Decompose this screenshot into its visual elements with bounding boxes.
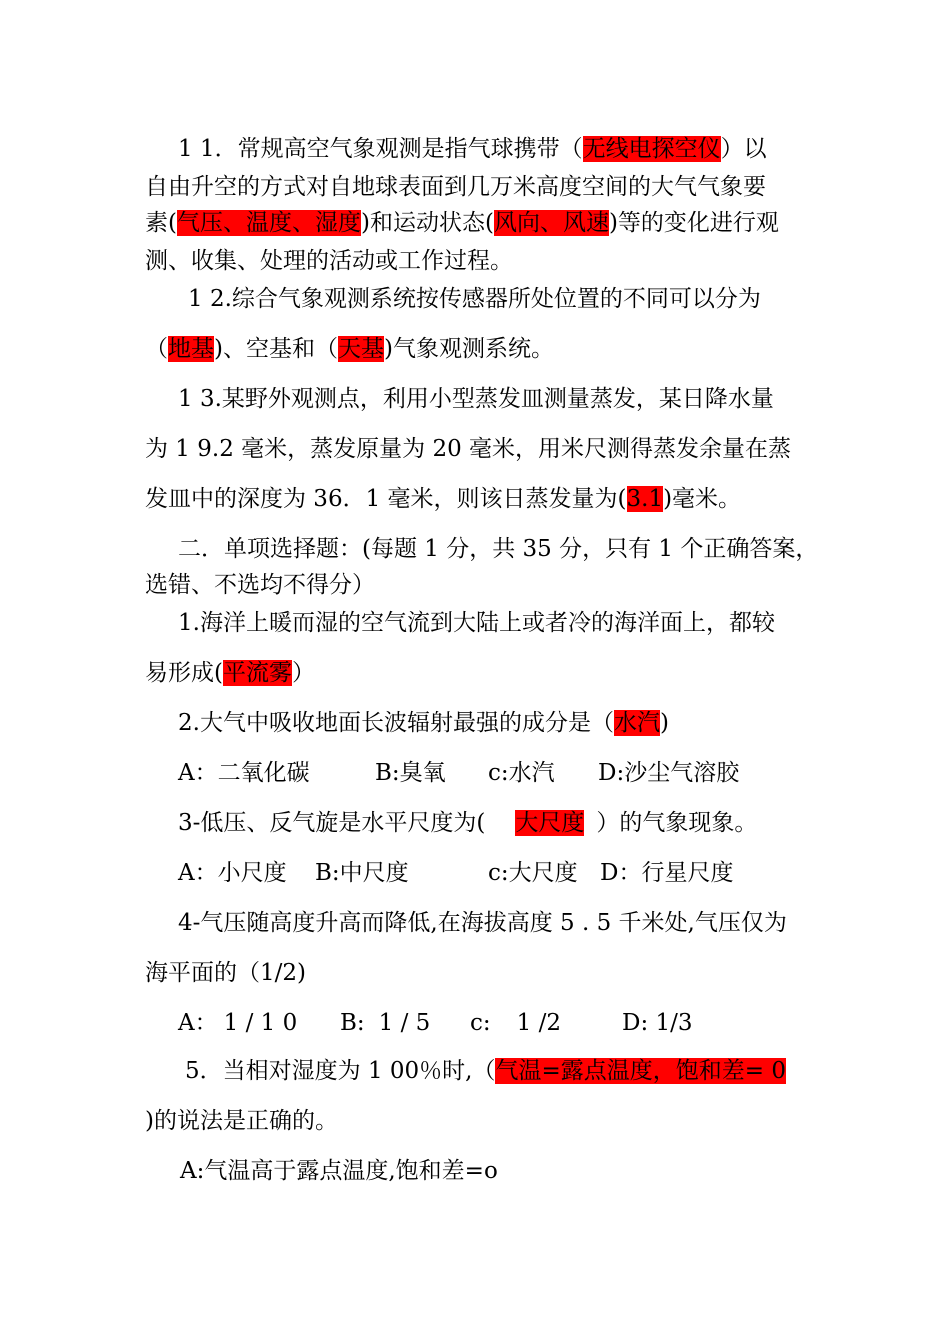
q11-line-1: 1 1．常规高空气象观测是指气球携带（无线电探空仪）以 xyxy=(178,136,767,162)
q4-option-d: D: 1/3 xyxy=(622,1010,693,1036)
section-2-heading: 二．单项选择题：(每题 1 分，共 35 分，只有 1 个正确答案， xyxy=(178,536,819,562)
q2-option-a: A：二氧化碳 xyxy=(178,760,310,786)
q3-option-c: c:大尺度 xyxy=(488,860,578,886)
q4-line-1: 4-气压随高度升高而降低,在海拔高度 5 . 5 千米处,气压仅为 xyxy=(178,910,787,936)
q5-option-a: A:气温高于露点温度,饱和差=o xyxy=(180,1158,498,1184)
q12-answer-2: 天基 xyxy=(337,336,384,362)
q1-line-1: 1.海洋上暖而湿的空气流到大陆上或者冷的海洋面上，都较 xyxy=(178,610,775,636)
q2-option-b: B:臭氧 xyxy=(375,760,446,786)
q11-answer-2: 气压、温度、湿度 xyxy=(176,210,361,236)
q4-line-2: 海平面的（1/2) xyxy=(145,960,306,986)
q11-line-2: 自由升空的方式对自地球表面到几万米高度空间的大气气象要 xyxy=(145,174,766,200)
q3-option-a: A：小尺度 xyxy=(178,860,287,886)
section-2-note: 选错、不选均不得分） xyxy=(145,572,375,598)
q12-line-2: （地基)、空基和（天基)气象观测系统。 xyxy=(145,336,554,362)
q13-line-2: 为 1 9.2 毫米，蒸发原量为 20 毫米，用米尺测得蒸发余量在蒸 xyxy=(145,436,792,462)
q1-line-2: 易形成(平流雾） xyxy=(145,660,315,686)
q5-line-2: )的说法是正确的。 xyxy=(145,1108,338,1134)
q3-option-b: B:中尺度 xyxy=(315,860,409,886)
q13-line-3: 发皿中的深度为 36．1 毫米，则该日蒸发量为(3.1)毫米。 xyxy=(145,486,742,512)
q11-answer-1: 无线电探空仪 xyxy=(582,136,721,162)
q2-answer: 水汽 xyxy=(613,710,660,736)
q11-line-4: 测、收集、处理的活动或工作过程。 xyxy=(145,248,513,274)
q2-option-c: c:水汽 xyxy=(488,760,555,786)
q12-answer-1: 地基 xyxy=(168,336,214,362)
q11-answer-3: 风向、风速 xyxy=(493,210,609,236)
q4-option-a: A： 1 / 1 0 xyxy=(178,1010,298,1036)
q11-line-3: 素(气压、温度、湿度)和运动状态(风向、风速)等的变化进行观 xyxy=(145,210,779,236)
q5-answer: 气温=露点温度，饱和差= 0 xyxy=(495,1058,786,1084)
q3-line-1: 3-低压、反气旋是水平尺度为( 大尺度 ）的气象现象。 xyxy=(178,810,758,836)
q1-answer: 平流雾 xyxy=(222,660,292,686)
q13-answer: 3.1 xyxy=(626,486,664,512)
q13-line-1: 1 3.某野外观测点，利用小型蒸发皿测量蒸发，某日降水量 xyxy=(178,386,774,412)
q5-line-1: 5．当相对湿度为 1 00％时,（气温=露点温度，饱和差= 0 xyxy=(185,1058,786,1084)
q3-option-d: D：行星尺度 xyxy=(600,860,734,886)
q4-option-b: B: 1 / 5 xyxy=(340,1010,431,1036)
q4-option-c: c: 1 /2 xyxy=(470,1010,561,1036)
q12-line-1: 1 2.综合气象观测系统按传感器所处位置的不同可以分为 xyxy=(188,286,761,312)
q2-line-1: 2.大气中吸收地面长波辐射最强的成分是（水汽) xyxy=(178,710,669,736)
q2-option-d: D:沙尘气溶胶 xyxy=(598,760,740,786)
q3-answer: 大尺度 xyxy=(515,810,585,836)
